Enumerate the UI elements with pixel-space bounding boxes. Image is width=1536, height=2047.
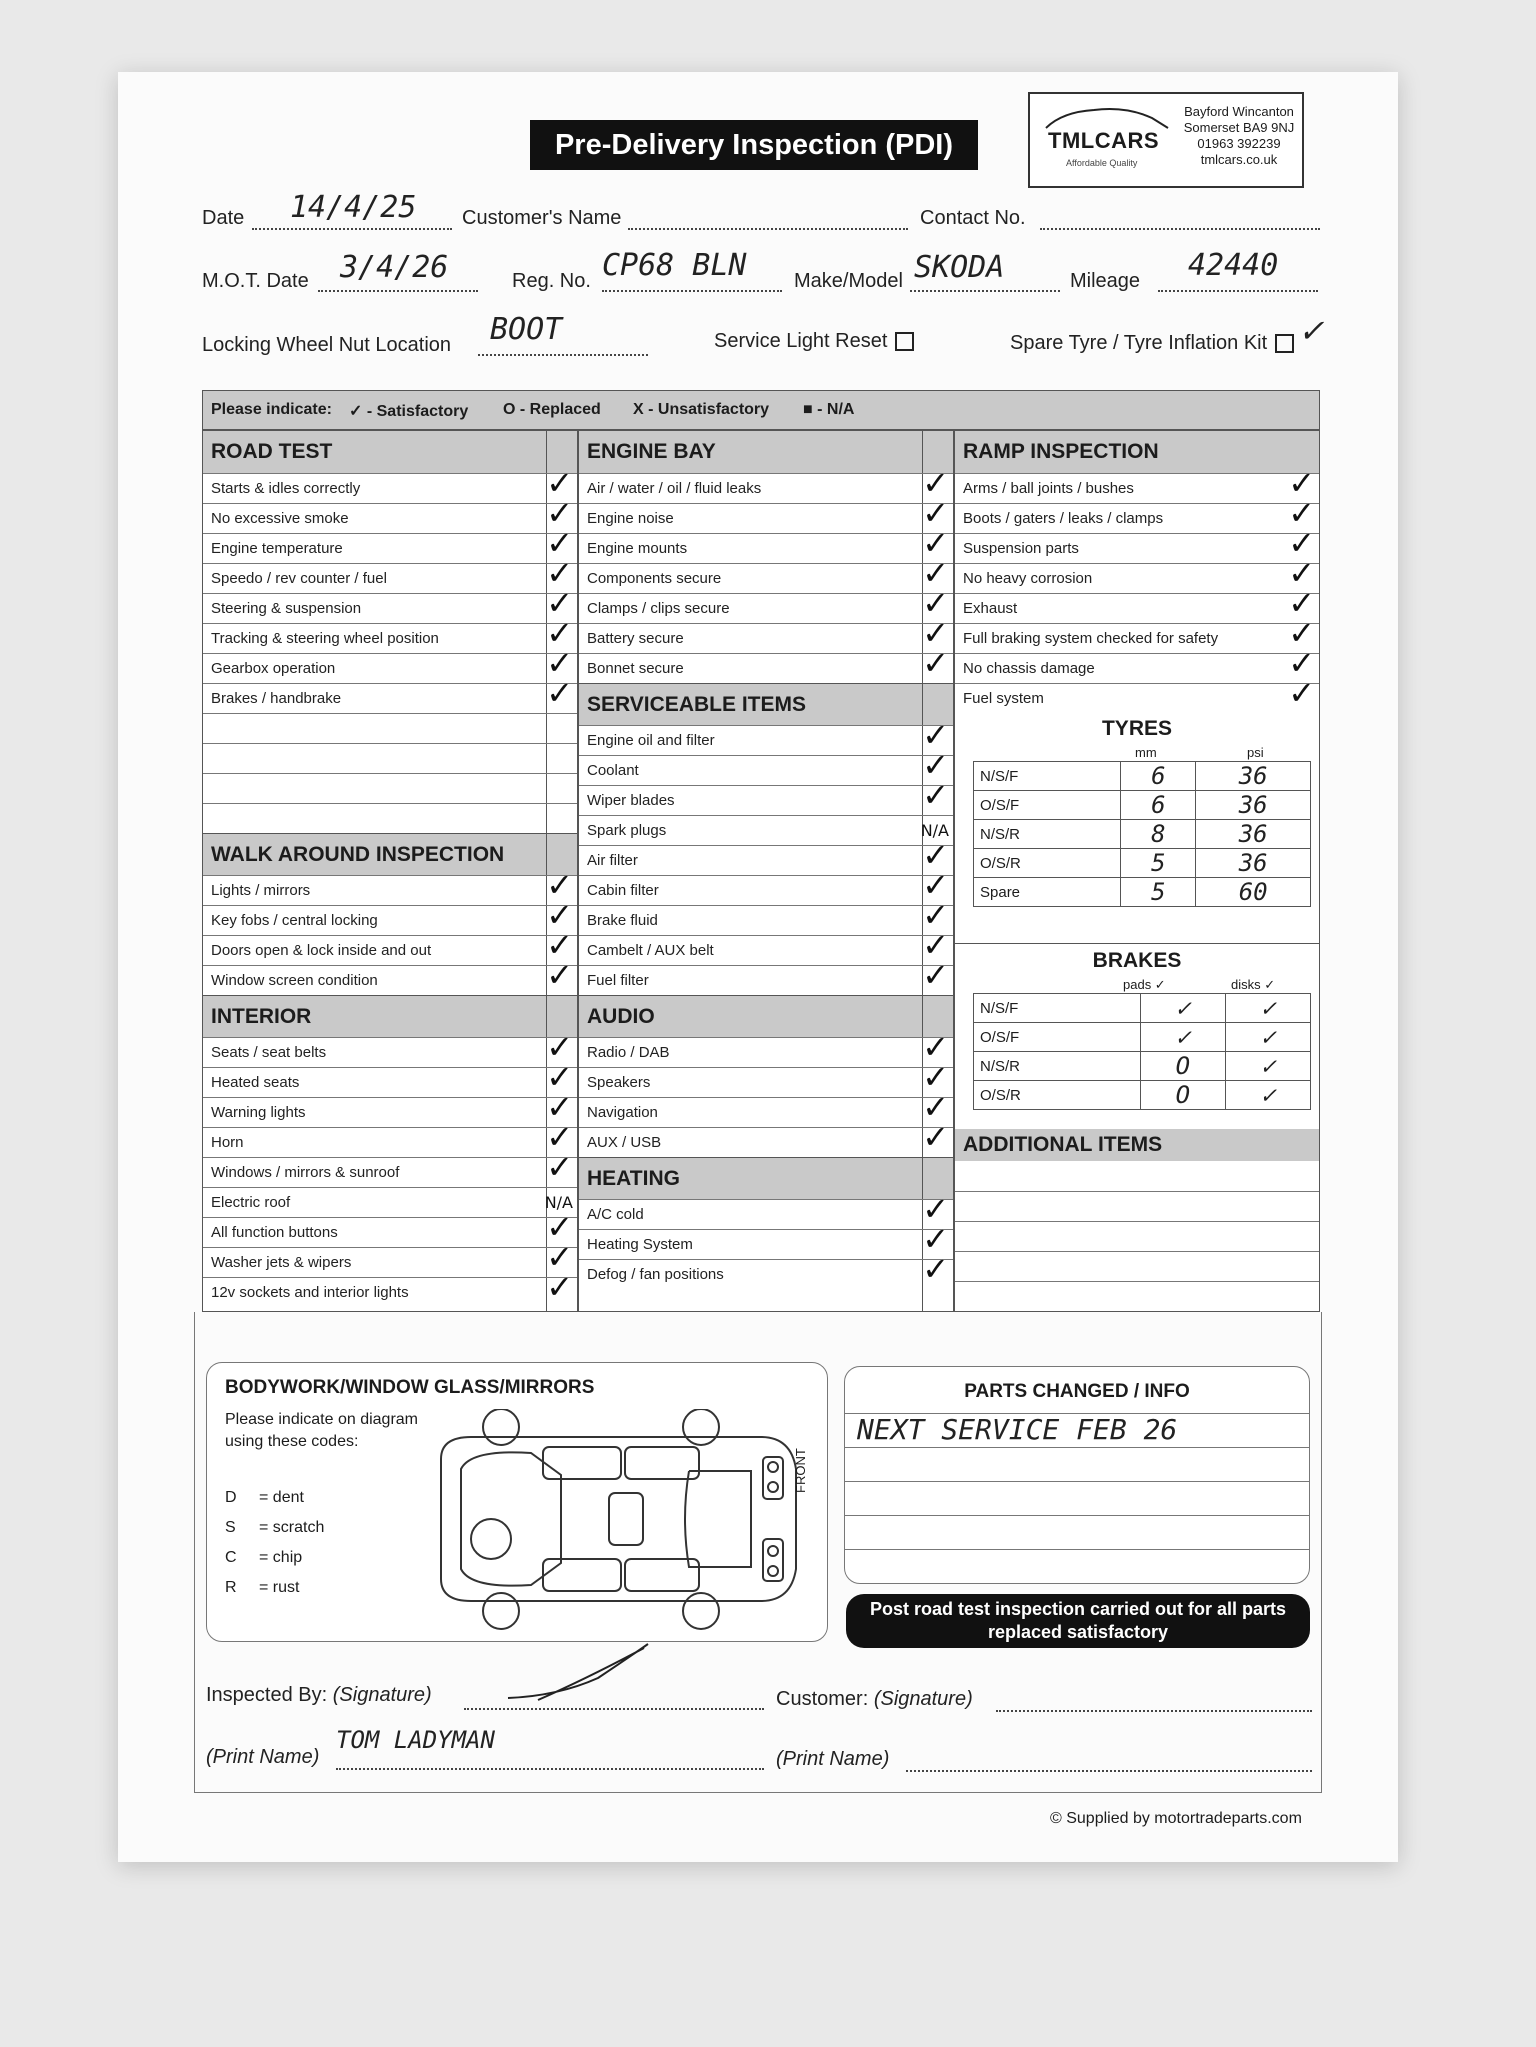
interior-item-mark[interactable]: ✓ bbox=[546, 1208, 573, 1246]
road-test-item bbox=[203, 554, 577, 593]
interior-item-mark[interactable]: ✓ bbox=[546, 1268, 573, 1306]
serviceable-item-label: Engine oil and filter bbox=[587, 732, 715, 749]
serviceable-item-mark[interactable]: ✓ bbox=[922, 866, 949, 904]
brakes-pos-cell: O/S/F bbox=[974, 1023, 1141, 1052]
serviceable-item-mark[interactable]: ✓ bbox=[922, 896, 949, 934]
make-model-label: Make/Model bbox=[794, 270, 903, 292]
walk-around-item-label: Window screen condition bbox=[211, 972, 378, 989]
heating-header: HEATING bbox=[579, 1157, 953, 1199]
audio-header: AUDIO bbox=[579, 995, 953, 1037]
heating-item bbox=[579, 1190, 953, 1229]
road-test-item bbox=[203, 494, 577, 533]
serviceable-item-mark[interactable]: ✓ bbox=[922, 746, 949, 784]
road-test-item-mark[interactable]: ✓ bbox=[546, 464, 573, 502]
serviceable-item bbox=[579, 926, 953, 965]
spare-tyre-label: Spare Tyre / Tyre Inflation Kit bbox=[1010, 332, 1294, 355]
interior-item-mark[interactable]: ✓ bbox=[546, 1088, 573, 1126]
serviceable-item-label: Wiper blades bbox=[587, 792, 675, 809]
locking-nut-value[interactable]: BOOT bbox=[490, 312, 563, 347]
road-test-item-mark[interactable]: ✓ bbox=[546, 554, 573, 592]
walk-around-item bbox=[203, 866, 577, 905]
serviceable-item-mark[interactable]: N/A bbox=[920, 821, 949, 840]
date-value[interactable]: 14/4/25 bbox=[290, 190, 417, 225]
heating-item-mark[interactable]: ✓ bbox=[922, 1190, 949, 1228]
engine-bay-item bbox=[579, 644, 953, 683]
service-light-label: Service Light Reset bbox=[714, 330, 914, 353]
logo-tagline: Affordable Quality bbox=[1066, 158, 1138, 168]
customer-signature-label: Customer: (Signature) bbox=[776, 1688, 973, 1710]
interior-item bbox=[203, 1208, 577, 1247]
tyres-psi-cell[interactable]: 36 bbox=[1196, 820, 1311, 849]
interior-item-mark[interactable]: ✓ bbox=[546, 1058, 573, 1096]
heating-item-label: Defog / fan positions bbox=[587, 1266, 724, 1283]
engine-bay-item bbox=[579, 584, 953, 623]
road-test-item-label: Gearbox operation bbox=[211, 660, 336, 677]
ramp-item-label: Exhaust bbox=[963, 600, 1018, 617]
ramp-item bbox=[955, 554, 1319, 593]
road-test-item-mark[interactable]: ✓ bbox=[546, 524, 573, 562]
road-test-item-label: Brakes / handbrake bbox=[211, 690, 342, 707]
road-test-item bbox=[203, 644, 577, 683]
serviceable-list bbox=[579, 716, 953, 995]
engine-bay-item bbox=[579, 524, 953, 563]
walk-around-item-label: Key fobs / central locking bbox=[211, 912, 378, 929]
engine-bay-item-mark[interactable]: ✓ bbox=[922, 644, 949, 682]
walk-around-item bbox=[203, 926, 577, 965]
road-test-item bbox=[203, 464, 577, 503]
tyres-mm-header: mm bbox=[1135, 745, 1157, 760]
road-test-item-label: Tracking & steering wheel position bbox=[211, 630, 439, 647]
front-label: FRONT bbox=[793, 1448, 808, 1493]
contact-field[interactable] bbox=[1040, 226, 1320, 230]
tyres-pos-cell: O/S/F bbox=[974, 791, 1121, 820]
mileage-value[interactable]: 42440 bbox=[1188, 248, 1279, 283]
brakes-row bbox=[974, 994, 1311, 1023]
heating-item bbox=[579, 1220, 953, 1259]
ramp-item-mark[interactable]: ✓ bbox=[1288, 494, 1315, 532]
tyres-pos-cell: N/S/R bbox=[974, 820, 1121, 849]
mot-date-label: M.O.T. Date bbox=[202, 270, 309, 292]
serviceable-item-mark[interactable]: ✓ bbox=[922, 776, 949, 814]
ramp-item bbox=[955, 644, 1319, 683]
ramp-item-label: Full braking system checked for safety bbox=[963, 630, 1219, 647]
serviceable-item-label: Cambelt / AUX belt bbox=[587, 942, 714, 959]
tyres-mm-cell[interactable]: 8 bbox=[1121, 820, 1196, 849]
tyres-pos-cell: O/S/R bbox=[974, 849, 1121, 878]
brakes-row bbox=[974, 1023, 1311, 1052]
ramp-list bbox=[955, 464, 1319, 713]
engine-bay-item bbox=[579, 554, 953, 593]
brakes-disks-cell[interactable]: ✓ bbox=[1225, 1081, 1310, 1110]
ramp-item-mark[interactable]: ✓ bbox=[1288, 584, 1315, 622]
heating-item-mark[interactable]: ✓ bbox=[922, 1220, 949, 1258]
make-model-value[interactable]: SKODA bbox=[914, 250, 1005, 285]
road-test-item-label: Speedo / rev counter / fuel bbox=[211, 570, 387, 587]
contact-label: Contact No. bbox=[920, 207, 1026, 229]
pdi-form-sheet bbox=[118, 72, 1398, 1862]
brakes-disks-cell[interactable]: ✓ bbox=[1225, 1052, 1310, 1081]
engine-bay-item-mark[interactable]: ✓ bbox=[922, 524, 949, 562]
logo-brand: TMLCARS bbox=[1048, 128, 1160, 153]
engine-bay-item-label: Bonnet secure bbox=[587, 660, 684, 677]
brakes-disks-cell[interactable]: ✓ bbox=[1225, 1023, 1310, 1052]
tyres-mm-cell[interactable]: 5 bbox=[1121, 878, 1196, 907]
ramp-item bbox=[955, 614, 1319, 653]
road-test-item-label: Starts & idles correctly bbox=[211, 480, 361, 497]
interior-list bbox=[203, 1028, 577, 1307]
damage-codes bbox=[225, 1483, 324, 1603]
road-test-item bbox=[203, 674, 577, 713]
road-test-item-mark[interactable]: ✓ bbox=[546, 494, 573, 532]
brakes-pads-cell[interactable]: O bbox=[1140, 1052, 1225, 1081]
walk-around-item bbox=[203, 956, 577, 995]
interior-item-label: Heated seats bbox=[211, 1074, 300, 1091]
damage-code: R = rust bbox=[225, 1579, 300, 1596]
serviceable-item-label: Cabin filter bbox=[587, 882, 659, 899]
interior-item bbox=[203, 1268, 577, 1307]
tyres-row bbox=[974, 762, 1311, 791]
serviceable-item bbox=[579, 896, 953, 935]
brakes-pads-header: pads ✓ bbox=[1123, 977, 1166, 992]
engine-bay-item bbox=[579, 614, 953, 653]
blank-rows bbox=[203, 713, 577, 833]
car-diagram-icon[interactable] bbox=[431, 1409, 811, 1631]
tyres-pos-cell: Spare bbox=[974, 878, 1121, 907]
audio-item-mark[interactable]: ✓ bbox=[922, 1118, 949, 1156]
parts-changed-box bbox=[844, 1366, 1310, 1584]
form-title: Pre-Delivery Inspection (PDI) bbox=[530, 120, 978, 170]
serviceable-header: SERVICEABLE ITEMS bbox=[579, 683, 953, 725]
serviceable-item bbox=[579, 866, 953, 905]
engine-bay-item-label: Air / water / oil / fluid leaks bbox=[587, 480, 762, 497]
walk-around-header: WALK AROUND INSPECTION bbox=[203, 833, 577, 875]
interior-header: INTERIOR bbox=[203, 995, 577, 1037]
walk-around-item-mark[interactable]: ✓ bbox=[546, 956, 573, 994]
ramp-item-mark[interactable]: ✓ bbox=[1288, 464, 1315, 502]
engine-bay-list bbox=[579, 464, 953, 683]
damage-code: S = scratch bbox=[225, 1519, 325, 1536]
interior-item-label: Washer jets & wipers bbox=[211, 1254, 352, 1271]
serviceable-item-label: Brake fluid bbox=[587, 912, 658, 929]
column-middle bbox=[578, 430, 954, 1312]
column-right bbox=[954, 430, 1320, 1312]
audio-item-label: Radio / DAB bbox=[587, 1044, 670, 1061]
heating-item-label: Heating System bbox=[587, 1236, 693, 1253]
brakes-row bbox=[974, 1052, 1311, 1081]
audio-item-mark[interactable]: ✓ bbox=[922, 1088, 949, 1126]
additional-items-header: ADDITIONAL ITEMS bbox=[955, 1129, 1319, 1161]
damage-code: C = chip bbox=[225, 1549, 303, 1566]
customer-signature-field[interactable] bbox=[996, 1708, 1312, 1712]
road-test-item-label: No excessive smoke bbox=[211, 510, 349, 527]
brakes-pads-cell[interactable]: O bbox=[1140, 1081, 1225, 1110]
engine-bay-header: ENGINE BAY bbox=[579, 431, 953, 473]
serviceable-item-label: Spark plugs bbox=[587, 822, 667, 839]
road-test-item-mark[interactable]: ✓ bbox=[546, 614, 573, 652]
brakes-pos-cell: N/S/F bbox=[974, 994, 1141, 1023]
heating-list bbox=[579, 1190, 953, 1289]
post-test-banner: Post road test inspection carried out for all parts replaced satisfactory bbox=[846, 1594, 1310, 1648]
inspector-signature-icon bbox=[498, 1638, 658, 1708]
column-left bbox=[202, 430, 578, 1312]
brakes-pos-cell: N/S/R bbox=[974, 1052, 1141, 1081]
heating-item bbox=[579, 1250, 953, 1289]
interior-item-label: All function buttons bbox=[211, 1224, 338, 1241]
interior-item bbox=[203, 1118, 577, 1157]
audio-item-mark[interactable]: ✓ bbox=[922, 1028, 949, 1066]
heating-item-mark[interactable]: ✓ bbox=[922, 1250, 949, 1288]
brakes-title: BRAKES bbox=[1092, 949, 1182, 972]
interior-item bbox=[203, 1088, 577, 1127]
audio-item-label: Speakers bbox=[587, 1074, 651, 1091]
road-test-list bbox=[203, 464, 577, 713]
serviceable-item-mark[interactable]: ✓ bbox=[922, 926, 949, 964]
engine-bay-item-label: Engine noise bbox=[587, 510, 674, 527]
ramp-item-label: No heavy corrosion bbox=[963, 570, 1093, 587]
interior-item-label: Windows / mirrors & sunroof bbox=[211, 1164, 400, 1181]
audio-list bbox=[579, 1028, 953, 1157]
audio-item-label: Navigation bbox=[587, 1104, 658, 1121]
locking-nut-label: Locking Wheel Nut Location bbox=[202, 334, 452, 356]
interior-item-label: Electric roof bbox=[211, 1194, 291, 1211]
road-test-item-mark[interactable]: ✓ bbox=[546, 644, 573, 682]
audio-item-label: AUX / USB bbox=[587, 1134, 662, 1151]
engine-bay-item-label: Clamps / clips secure bbox=[587, 600, 730, 617]
tyres-row bbox=[974, 791, 1311, 820]
ramp-item bbox=[955, 494, 1319, 533]
ramp-item-mark[interactable]: ✓ bbox=[1288, 644, 1315, 682]
interior-item bbox=[203, 1148, 577, 1187]
engine-bay-item-label: Engine mounts bbox=[587, 540, 688, 557]
serviceable-item bbox=[579, 836, 953, 875]
interior-item-label: 12v sockets and interior lights bbox=[211, 1284, 409, 1301]
serviceable-item bbox=[579, 776, 953, 815]
brakes-pos-cell: O/S/R bbox=[974, 1081, 1141, 1110]
ramp-item-label: Fuel system bbox=[963, 690, 1044, 707]
tyres-pos-cell: N/S/F bbox=[974, 762, 1121, 791]
brakes-pads-cell[interactable]: ✓ bbox=[1140, 1023, 1225, 1052]
engine-bay-item bbox=[579, 464, 953, 503]
spare-tyre-tick: ✓ bbox=[1300, 310, 1322, 351]
customer-print-field[interactable] bbox=[906, 1768, 1312, 1772]
interior-item-label: Warning lights bbox=[211, 1104, 306, 1121]
ramp-item-mark[interactable]: ✓ bbox=[1288, 674, 1315, 712]
interior-item-label: Horn bbox=[211, 1134, 244, 1151]
road-test-item bbox=[203, 584, 577, 623]
brakes-row bbox=[974, 1081, 1311, 1110]
serviceable-item-mark[interactable]: ✓ bbox=[922, 836, 949, 874]
bodywork-box bbox=[206, 1362, 828, 1642]
walk-around-item-mark[interactable]: ✓ bbox=[546, 866, 573, 904]
serviceable-item-mark[interactable]: ✓ bbox=[922, 716, 949, 754]
parts-title: PARTS CHANGED / INFO bbox=[964, 1381, 1190, 1402]
date-label: Date bbox=[202, 207, 245, 229]
damage-code: D = dent bbox=[225, 1489, 304, 1506]
audio-item bbox=[579, 1028, 953, 1067]
tyres-table bbox=[973, 761, 1311, 907]
serviceable-item bbox=[579, 716, 953, 755]
serviceable-item-label: Air filter bbox=[587, 852, 638, 869]
engine-bay-item bbox=[579, 494, 953, 533]
supplier-footer: © Supplied by motortradeparts.com bbox=[1050, 1810, 1302, 1827]
road-test-item bbox=[203, 614, 577, 653]
ramp-item-label: Boots / gaters / leaks / clamps bbox=[963, 510, 1164, 527]
tyres-psi-cell[interactable]: 36 bbox=[1196, 849, 1311, 878]
walk-around-item bbox=[203, 896, 577, 935]
serviceable-item-label: Coolant bbox=[587, 762, 639, 779]
engine-bay-item-label: Battery secure bbox=[587, 630, 684, 647]
interior-item bbox=[203, 1028, 577, 1067]
mileage-label: Mileage bbox=[1070, 270, 1141, 292]
road-test-item-mark[interactable]: ✓ bbox=[546, 674, 573, 712]
spare-tyre-checkbox[interactable] bbox=[1275, 334, 1294, 353]
walk-around-item-mark[interactable]: ✓ bbox=[546, 926, 573, 964]
customer-print-label: (Print Name) bbox=[776, 1748, 890, 1770]
mot-date-value[interactable]: 3/4/26 bbox=[340, 250, 449, 285]
interior-item-mark[interactable]: N/A bbox=[544, 1193, 573, 1212]
ramp-item bbox=[955, 464, 1319, 503]
interior-item-mark[interactable]: ✓ bbox=[546, 1118, 573, 1156]
interior-item-label: Seats / seat belts bbox=[211, 1044, 327, 1061]
brakes-disks-cell[interactable]: ✓ bbox=[1225, 994, 1310, 1023]
interior-item-mark[interactable]: ✓ bbox=[546, 1028, 573, 1066]
tyres-mm-cell[interactable]: 6 bbox=[1121, 791, 1196, 820]
tyres-mm-cell[interactable]: 5 bbox=[1121, 849, 1196, 878]
serviceable-item bbox=[579, 746, 953, 785]
ramp-item-label: Arms / ball joints / bushes bbox=[963, 480, 1134, 497]
interior-item-mark[interactable]: ✓ bbox=[546, 1148, 573, 1186]
inspected-by-label: Inspected By: (Signature) bbox=[206, 1684, 432, 1706]
tyres-row bbox=[974, 878, 1311, 907]
reg-value[interactable]: CP68 BLN bbox=[602, 248, 747, 283]
reg-label: Reg. No. bbox=[512, 270, 591, 292]
ramp-item-mark[interactable]: ✓ bbox=[1288, 554, 1315, 592]
brakes-disks-header: disks ✓ bbox=[1231, 977, 1276, 992]
ramp-item-label: No chassis damage bbox=[963, 660, 1095, 677]
engine-bay-item-mark[interactable]: ✓ bbox=[922, 614, 949, 652]
inspector-print-value[interactable]: TOM LADYMAN bbox=[336, 1726, 495, 1754]
ramp-item bbox=[955, 584, 1319, 623]
audio-item bbox=[579, 1118, 953, 1157]
engine-bay-item-mark[interactable]: ✓ bbox=[922, 584, 949, 622]
tyres-row bbox=[974, 849, 1311, 878]
serviceable-item-label: Fuel filter bbox=[587, 972, 649, 989]
engine-bay-item-mark[interactable]: ✓ bbox=[922, 494, 949, 532]
ramp-item bbox=[955, 674, 1319, 713]
audio-item-mark[interactable]: ✓ bbox=[922, 1058, 949, 1096]
customer-name-field[interactable] bbox=[628, 226, 908, 230]
tyres-psi-cell[interactable]: 36 bbox=[1196, 762, 1311, 791]
customer-name-label: Customer's Name bbox=[462, 207, 622, 229]
ramp-item-mark[interactable]: ✓ bbox=[1288, 524, 1315, 562]
heating-item-label: A/C cold bbox=[587, 1206, 644, 1223]
dealer-logo bbox=[1028, 92, 1304, 188]
road-test-item bbox=[203, 524, 577, 563]
audio-item bbox=[579, 1058, 953, 1097]
engine-bay-item-mark[interactable]: ✓ bbox=[922, 464, 949, 502]
legend-bar: Please indicate: ✓ - Satisfactory O - Replaced X - Unsatisfactory ■ - N/A bbox=[202, 390, 1320, 430]
bodywork-title: BODYWORK/WINDOW GLASS/MIRRORS bbox=[225, 1377, 595, 1398]
tyres-psi-cell[interactable]: 36 bbox=[1196, 791, 1311, 820]
walk-around-item-label: Lights / mirrors bbox=[211, 882, 311, 899]
engine-bay-item-mark[interactable]: ✓ bbox=[922, 554, 949, 592]
audio-item bbox=[579, 1088, 953, 1127]
interior-item bbox=[203, 1238, 577, 1277]
road-test-item-mark[interactable]: ✓ bbox=[546, 584, 573, 622]
walk-around-item-mark[interactable]: ✓ bbox=[546, 896, 573, 934]
engine-bay-item-label: Components secure bbox=[587, 570, 722, 587]
ramp-item-mark[interactable]: ✓ bbox=[1288, 614, 1315, 652]
tyres-row bbox=[974, 820, 1311, 849]
road-test-header: ROAD TEST bbox=[203, 431, 577, 473]
road-test-item-label: Engine temperature bbox=[211, 540, 343, 557]
interior-item-mark[interactable]: ✓ bbox=[546, 1238, 573, 1276]
tyres-psi-header: psi bbox=[1247, 745, 1264, 760]
brakes-pads-cell[interactable]: ✓ bbox=[1140, 994, 1225, 1023]
tyres-mm-cell[interactable]: 6 bbox=[1121, 762, 1196, 791]
inspector-print-label: (Print Name) bbox=[206, 1746, 320, 1768]
ramp-item-label: Suspension parts bbox=[963, 540, 1079, 557]
ramp-item bbox=[955, 524, 1319, 563]
bodywork-intro: Please indicate on diagram using these codes: bbox=[225, 1411, 419, 1450]
serviceable-item-mark[interactable]: ✓ bbox=[922, 956, 949, 994]
parts-note[interactable]: NEXT SERVICE FEB 26 bbox=[857, 1413, 1178, 1446]
ramp-header: RAMP INSPECTION bbox=[955, 431, 1319, 473]
service-light-checkbox[interactable] bbox=[895, 332, 914, 351]
interior-item bbox=[203, 1187, 577, 1217]
walk-around-list bbox=[203, 866, 577, 995]
serviceable-item bbox=[579, 815, 953, 845]
tyres-psi-cell[interactable]: 60 bbox=[1196, 878, 1311, 907]
walk-around-item-label: Doors open & lock inside and out bbox=[211, 942, 432, 959]
brakes-table bbox=[973, 993, 1311, 1110]
interior-item bbox=[203, 1058, 577, 1097]
serviceable-item bbox=[579, 956, 953, 995]
road-test-item-label: Steering & suspension bbox=[211, 600, 362, 617]
logo-address: Bayford Wincanton Somerset BA9 9NJ 01963 392239 tmlcars.co.uk bbox=[1183, 104, 1295, 167]
tyres-title: TYRES bbox=[1101, 717, 1172, 740]
